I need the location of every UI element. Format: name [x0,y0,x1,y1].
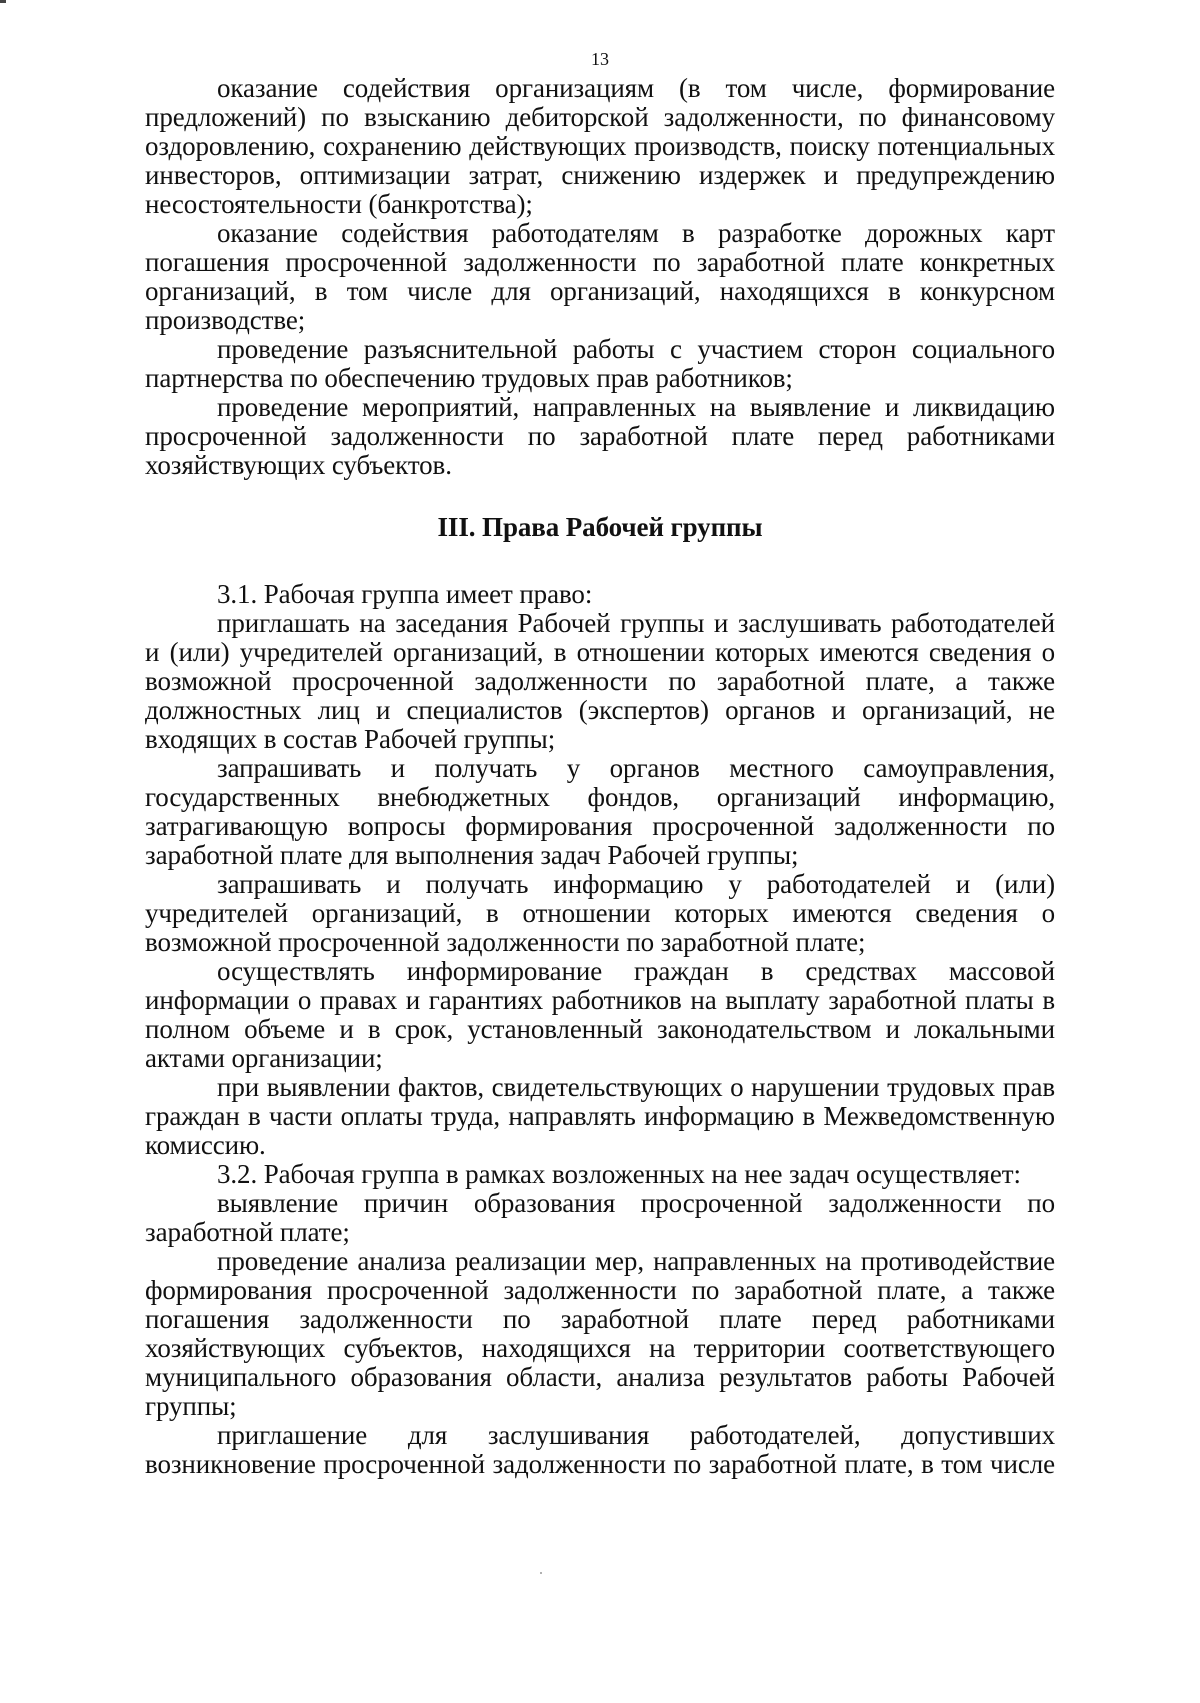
paragraph-explanatory-work: проведение разъяснительной работы с участием сторон социального партнерства по обеспечению трудовых прав работников; [145,334,1055,393]
paragraph-report-violations: при выявлении фактов, свидетельствующих о нарушении трудовых прав граждан в части оплаты труда, направлять информацию в Межведомственную комиссию. [145,1072,1055,1160]
paragraph-clause-3-2: 3.2. Рабочая группа в рамках возложенных на нее задач осуществляет: [217,1159,1021,1189]
paragraph-identify-causes: выявление причин образования просроченной задолженности по заработной плате; [145,1188,1055,1247]
page-number: 13 [591,49,609,69]
paragraph-request-from-employers: запрашивать и получать информацию у работодателей и (или) учредителей организаций, в отношении которых имеются сведения о возможной просроченной задолженности по заработной плате; [145,869,1055,957]
section-heading: III. Права Рабочей группы [437,512,763,542]
paragraph-analysis-measures: проведение анализа реализации мер, направленных на противодействие формирования просроченной задолженности по заработной плате, а также погашения задолженности по заработной плате перед работниками хозяйствующих субъектов, находящихся на территории соответствующего муниципального образования области, анализа результатов работы Рабочей группы; [145,1246,1055,1421]
scan-speck [540,1572,542,1574]
paragraph-assistance-employers: оказание содействия работодателям в разработке дорожных карт погашения просроченной задолженности по заработной плате конкретных организаций, в том числе для организаций, находящихся в конкурсном производстве; [145,218,1055,335]
document-body [145,74,1055,1479]
paragraph-assistance-organizations: оказание содействия организациям (в том числе, формирование предложений) по взысканию дебиторской задолженности, по финансовому оздоровлению, сохранению действующих производств, поиску потенциальных инвесторов, оптимизации затрат, снижению издержек и предупреждению несостоятельности (банкротства); [145,73,1055,219]
scan-corner-mark [0,0,6,3]
paragraph-debt-liquidation-measures: проведение мероприятий, направленных на выявление и ликвидацию просроченной задолженности по заработной плате перед работниками хозяйствующих субъектов. [145,392,1055,480]
paragraph-invite-hearing: приглашение для заслушивания работодателей, допустивших возникновение просроченной задолженности по заработной плате, в том числе [145,1420,1055,1479]
paragraph-invite-employers: приглашать на заседания Рабочей группы и заслушивать работодателей и (или) учредителей организаций, в отношении которых имеются сведения о возможной просроченной задолженности по заработной плате, а также должностных лиц и специалистов (экспертов) органов и организаций, не входящих в состав Рабочей группы; [145,608,1055,754]
paragraph-inform-citizens: осуществлять информирование граждан в средствах массовой информации о правах и гарантиях работников на выплату заработной платы в полном объеме и в срок, установленный законодательством и локальными актами организации; [145,956,1055,1073]
paragraph-request-from-authorities: запрашивать и получать у органов местного самоуправления, государственных внебюджетных фондов, организаций информацию, затрагивающую вопросы формирования просроченной задолженности по заработной плате для выполнения задач Рабочей группы; [145,753,1055,870]
paragraph-clause-3-1: 3.1. Рабочая группа имеет право: [217,579,593,609]
